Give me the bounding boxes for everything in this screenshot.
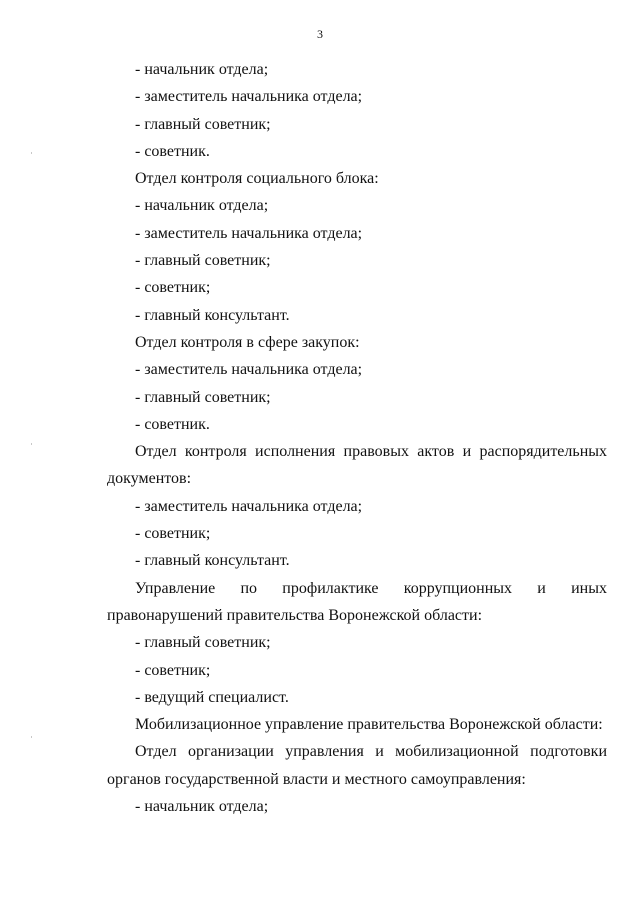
text-line: - главный советник; (135, 388, 271, 406)
page-number: 3 (317, 27, 323, 41)
scan-margin-mark (31, 152, 32, 154)
text-line: - заместитель начальника отдела; (135, 224, 363, 242)
text-line: - главный консультант. (135, 552, 290, 570)
text-line: - начальник отдела; (135, 61, 269, 78)
text-line: - заместитель начальника отдела; (135, 497, 363, 515)
text-line: - заместитель начальника отдела; (135, 88, 363, 106)
document-body (107, 56, 607, 820)
text-line: - главный консультант. (135, 306, 290, 324)
text-line: документов: (107, 470, 192, 488)
text-line: - главный советник; (135, 634, 271, 652)
text-line: - советник. (135, 415, 210, 433)
text-line: Мобилизационное управление правительства Воронежской области: (135, 716, 603, 734)
text-line: Отдел контроля в сфере закупок: (135, 333, 360, 351)
text-line: - советник; (135, 279, 211, 297)
text-line: - начальник отдела; (135, 798, 269, 816)
text-line: Отдел контроля социального блока: (135, 170, 379, 188)
text-line: - главный советник; (135, 252, 271, 270)
text-line: Отдел контроля исполнения правовых актов и распорядительных (135, 443, 607, 461)
text-line: - советник; (135, 525, 211, 543)
text-line: - ведущий специалист. (135, 688, 289, 706)
text-line: - главный советник; (135, 115, 271, 133)
scan-margin-mark (31, 736, 32, 738)
scan-margin-mark (31, 443, 32, 445)
text-line: органов государственной власти и местного самоуправления: (107, 770, 526, 788)
text-line: - советник. (135, 142, 210, 160)
text-line: - советник; (135, 661, 211, 679)
text-line: - заместитель начальника отдела; (135, 361, 363, 379)
text-line: Управление по профилактике коррупционных и иных (135, 579, 607, 597)
text-line: - начальник отдела; (135, 197, 269, 215)
text-line: правонарушений правительства Воронежской области: (107, 606, 483, 624)
text-line: Отдел организации управления и мобилизационной подготовки (135, 743, 607, 761)
